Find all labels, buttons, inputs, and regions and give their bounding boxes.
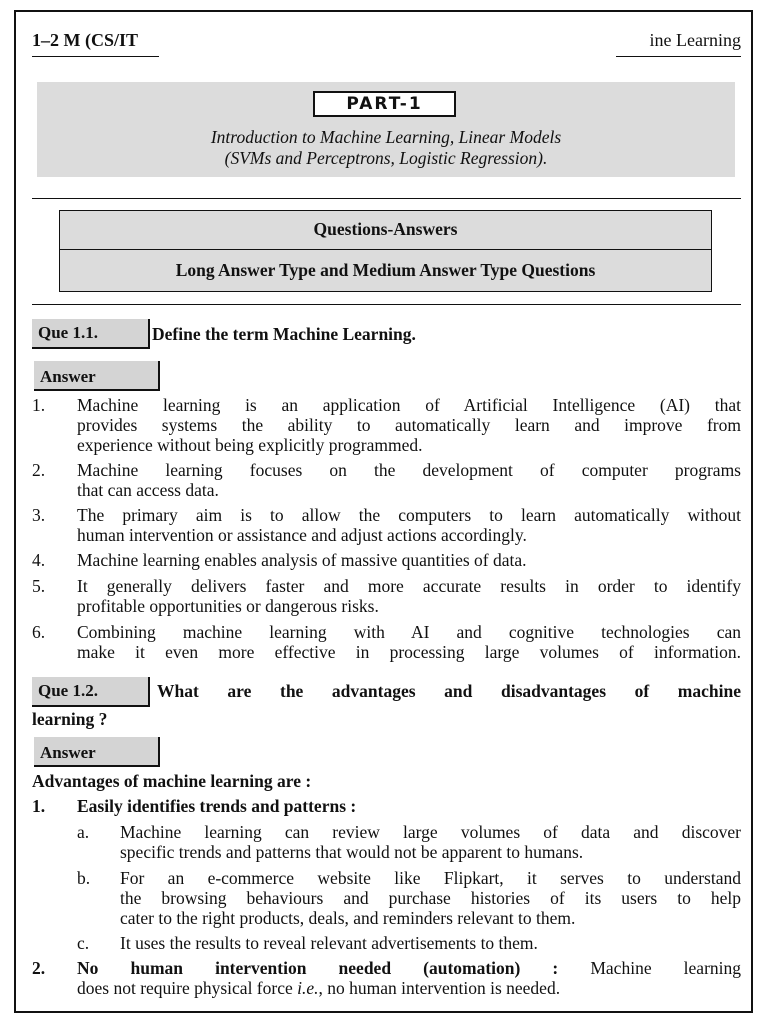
point2-line2-b: , no human intervention is needed. (318, 978, 561, 998)
point-title: Easily identifies trends and patterns : (77, 796, 357, 816)
point2-line2-a: does not require physical force (77, 978, 293, 998)
sub-item-line: cater to the right products, deals, and reminders relevant to them. (120, 908, 576, 928)
section-rule-top (32, 198, 741, 199)
point-title: No human intervention needed (automation) : (77, 958, 559, 978)
part-description (37, 127, 735, 169)
list-item-line: Machine learning focuses on the development of computer programs (77, 460, 741, 480)
point2-line1 (77, 958, 741, 978)
answer-tag-1-1: Answer (34, 361, 160, 391)
sub-letter: a. (77, 822, 90, 842)
list-number: 4. (32, 550, 46, 570)
list-item-line: that can access data. (77, 480, 219, 500)
point2-line1-rest: Machine learning (590, 958, 742, 978)
part-desc-line2: (SVMs and Perceptrons, Logistic Regression). (224, 148, 548, 168)
running-header-left: 1–2 M (CS/IT (32, 30, 139, 50)
list-item-line: experience without being explicitly programmed. (77, 435, 423, 455)
point-number: 2. (32, 958, 46, 978)
list-item-line: provides systems the ability to automatically learn and improve from (77, 415, 741, 435)
part-desc-line1: Introduction to Machine Learning, Linear Models (210, 127, 562, 147)
advantages-heading: Advantages of machine learning are : (32, 771, 312, 791)
list-item-line: Combining machine learning with AI and cognitive technologies can (77, 622, 741, 642)
answer-tag-1-2: Answer (34, 737, 160, 767)
list-item-line: Machine learning enables analysis of massive quantities of data. (77, 550, 527, 570)
point2-line2 (77, 978, 560, 998)
qa-subtitle: Long Answer Type and Medium Answer Type Questions (175, 260, 596, 280)
list-item-line: The primary aim is to allow the computers to learn automatically without (77, 505, 741, 525)
list-number: 2. (32, 460, 46, 480)
list-item-line: It generally delivers faster and more accurate results in order to identify (77, 576, 741, 596)
list-item-line: profitable opportunities or dangerous risks. (77, 596, 379, 616)
sub-item-line: specific trends and patterns that would not be apparent to humans. (120, 842, 584, 862)
question-tag-1-1: Que 1.1. (32, 319, 150, 349)
part-banner (37, 82, 735, 177)
question-tag-1-2: Que 1.2. (32, 677, 150, 707)
section-rule-bottom (32, 304, 741, 305)
sub-item-line: For an e-commerce website like Flipkart, it serves to understand (120, 868, 741, 888)
qa-banner (59, 210, 712, 292)
sub-letter: c. (77, 933, 90, 953)
question-1-1-text: Define the term Machine Learning. (152, 324, 416, 344)
point-number: 1. (32, 796, 46, 816)
qa-title: Questions-Answers (60, 211, 711, 250)
header-rule-left (32, 56, 159, 57)
sub-item-line: It uses the results to reveal relevant advertisements to them. (120, 933, 538, 953)
list-item-line: Machine learning is an application of Artificial Intelligence (AI) that (77, 395, 741, 415)
sub-item-line: the browsing behaviours and purchase histories of its users to help (120, 888, 741, 908)
question-1-2-line2: learning ? (32, 709, 108, 729)
sub-item-line: Machine learning can review large volumes of data and discover (120, 822, 741, 842)
header-rule-right (616, 56, 741, 57)
running-header-right: ine Learning (649, 30, 741, 50)
sub-letter: b. (77, 868, 91, 888)
question-1-2-line1: What are the advantages and disadvantages of machine (157, 681, 741, 701)
list-number: 1. (32, 395, 46, 415)
list-item-line: make it even more effective in processing large volumes of information. (77, 642, 741, 662)
list-number: 6. (32, 622, 46, 642)
part-label: PART-1 (313, 91, 456, 117)
list-number: 3. (32, 505, 46, 525)
list-item-line: human intervention or assistance and adjust actions accordingly. (77, 525, 527, 545)
point2-ie: i.e. (297, 978, 319, 998)
list-number: 5. (32, 576, 46, 596)
